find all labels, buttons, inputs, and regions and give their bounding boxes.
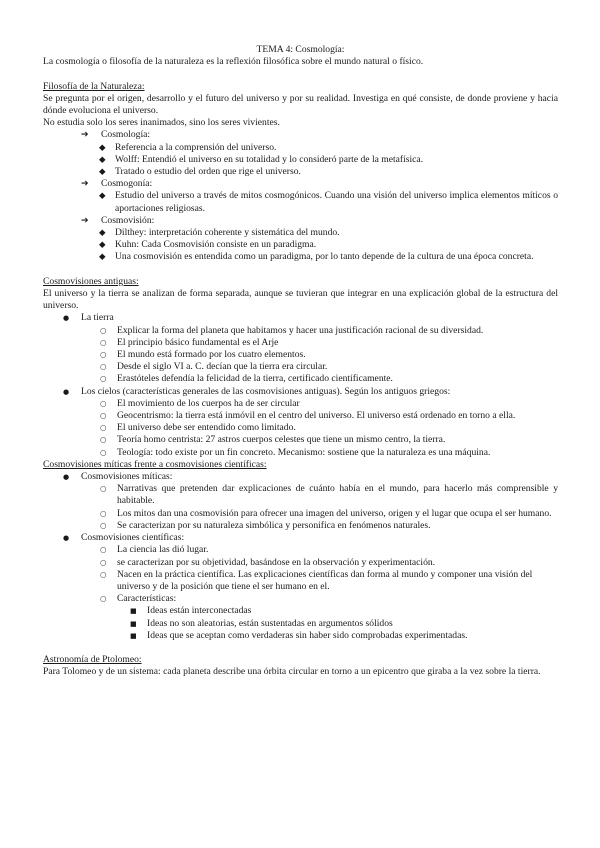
intro-paragraph: La cosmología o filosofía de la naturaleza es la reflexión filosófica sobre el mundo natural o físico. bbox=[43, 56, 424, 68]
diamond-bullet-icon: ◆ bbox=[99, 154, 106, 165]
list-item: ○ Nacen en la práctica científica. Las explicaciones científicas dan forma al mundo y componer una visión del universo y de la posición que tiene el ser humano en el. bbox=[100, 568, 533, 592]
list-item: ○ Teología: todo existe por un fin concreto. Mecanismo: sostiene que la naturaleza es una máquina. bbox=[100, 446, 491, 458]
list-item: ○ se caracterizan por su objetividad, basándose en la observación y experimentación. bbox=[100, 556, 436, 568]
list-item: ● Los cielos (características generales de las cosmovisiones antiguas). Según los antiguos griegos: bbox=[63, 385, 451, 397]
section-paragraph: Se pregunta por el origen, desarrollo y el futuro del universo y por su realidad. Investiga en qué consiste, de donde proviene y hacia dónde evoluciona el universo. bbox=[43, 92, 558, 116]
list-item: ◆ Estudio del universo a través de mitos cosmogónicos. Cuando una visión del universo implica elementos míticos o aportaciones religiosas. bbox=[99, 190, 558, 214]
square-bullet-icon: ■ bbox=[130, 619, 137, 628]
arrow-bullet-icon: ➔ bbox=[81, 179, 89, 190]
list-item: ➔ Cosmovisión: bbox=[81, 214, 155, 226]
list-item: ○ Explicar la forma del planeta que habitamos y hacer una justificación racional de su diversidad. bbox=[100, 324, 484, 336]
list-item: ○ El principio básico fundamental es el Arje bbox=[100, 336, 279, 348]
list-item: ● La tierra bbox=[63, 312, 114, 324]
circle-bullet-icon: ○ bbox=[100, 484, 107, 494]
list-item: ➔ Cosmogonía: bbox=[81, 178, 153, 190]
circle-bullet-icon: ○ bbox=[100, 325, 107, 335]
bullet-icon: ● bbox=[63, 387, 70, 396]
list-item: ○ Se caracterizan por su naturaleza simbólica y personifica en fenómenos naturales. bbox=[100, 519, 431, 531]
circle-bullet-icon: ○ bbox=[100, 520, 107, 530]
list-item: ◆ Referencia a la comprensión del universo. bbox=[99, 141, 277, 153]
diamond-bullet-icon: ◆ bbox=[99, 191, 106, 202]
circle-bullet-icon: ○ bbox=[100, 423, 107, 433]
list-item: ○ El mundo está formado por los cuatro elementos. bbox=[100, 349, 306, 361]
list-item: ○ Características: bbox=[100, 593, 177, 605]
section-heading-cosmovisiones-antiguas: Cosmovisiones antiguas: bbox=[43, 275, 139, 287]
circle-bullet-icon: ○ bbox=[100, 435, 107, 445]
list-item: ○ La ciencia las dió lugar. bbox=[100, 544, 209, 556]
list-item: ○ Desde el siglo VI a. C. decían que la tierra era circular. bbox=[100, 361, 328, 373]
bullet-icon: ● bbox=[63, 534, 70, 543]
bullet-icon: ● bbox=[63, 314, 70, 323]
circle-bullet-icon: ○ bbox=[100, 557, 107, 567]
arrow-bullet-icon: ➔ bbox=[81, 215, 89, 226]
circle-bullet-icon: ○ bbox=[100, 411, 107, 421]
square-bullet-icon: ■ bbox=[130, 607, 137, 616]
section-paragraph: Para Tolomeo y de un sistema: cada planeta describe una órbita circular en torno a un epicentro que giraba a la vez sobre la tierra. bbox=[43, 666, 541, 678]
page-title: TEMA 4: Cosmología: bbox=[256, 44, 345, 55]
list-item: ◆ Kuhn: Cada Cosmovisión consiste en un paradigma. bbox=[99, 239, 317, 251]
diamond-bullet-icon: ◆ bbox=[99, 142, 106, 153]
list-item: ○ Narrativas que pretenden dar explicaciones de cuánto había en el mundo, para hacerlo más comprensible y habitable. bbox=[100, 483, 558, 507]
list-item: ■ Ideas que se aceptan como verdaderas sin haber sido comprobadas experimentadas. bbox=[130, 629, 468, 641]
list-item: ○ El universo debe ser entendido como limitado. bbox=[100, 422, 296, 434]
section-heading-miticas-vs-cientificas: Cosmovisiones míticas frente a cosmovisiones científicas: bbox=[43, 458, 267, 470]
list-item: ○ Geocentrismo: la tierra está inmóvil en el centro del universo. El universo está ordenado en torno a ella. bbox=[100, 410, 516, 422]
list-item: ◆ Wolff: Entendió el universo en su totalidad y lo consideró parte de la metafísica. bbox=[99, 153, 424, 165]
list-item: ➔ Cosmología: bbox=[81, 129, 151, 141]
section-paragraph: No estudia solo los seres inanimados, sino los seres vivientes. bbox=[43, 117, 280, 129]
square-bullet-icon: ■ bbox=[130, 631, 137, 640]
list-item: ◆ Tratado o estudio del orden que rige el universo. bbox=[99, 166, 301, 178]
circle-bullet-icon: ○ bbox=[100, 398, 107, 408]
circle-bullet-icon: ○ bbox=[100, 545, 107, 555]
list-item: ○ Erastóteles defendía la felicidad de la tierra, certificado científicamente. bbox=[100, 373, 393, 385]
list-item: ○ Los mitos dan una cosmovisión para ofrecer una imagen del universo, origen y el lugar que ocupa el ser humano. bbox=[100, 507, 552, 519]
circle-bullet-icon: ○ bbox=[100, 374, 107, 384]
list-item: ■ Ideas están interconectadas bbox=[130, 605, 252, 617]
list-item: ■ Ideas no son aleatorias, están sustentadas en argumentos sólidos bbox=[130, 617, 393, 629]
circle-bullet-icon: ○ bbox=[100, 362, 107, 372]
circle-bullet-icon: ○ bbox=[100, 594, 107, 604]
list-item: ◆ Dilthey: interpretación coherente y sistemática del mundo. bbox=[99, 227, 340, 239]
section-heading-ptolomeo: Astronomía de Ptolomeo: bbox=[43, 654, 142, 666]
diamond-bullet-icon: ◆ bbox=[99, 240, 106, 251]
list-item: ○ Teoría homo centrista: 27 astros cuerpos celestes que tiene un mismo centro, la tierra. bbox=[100, 434, 446, 446]
diamond-bullet-icon: ◆ bbox=[99, 167, 106, 178]
list-item: ◆ Una cosmovisión es entendida como un paradigma, por lo tanto depende de la cultura de una época concreta. bbox=[99, 251, 534, 263]
circle-bullet-icon: ○ bbox=[100, 350, 107, 360]
list-item: ● Cosmovisiones míticas: bbox=[63, 471, 173, 483]
list-item: ● Cosmovisiones científicas: bbox=[63, 532, 185, 544]
section-heading-filosofia: Filosofía de la Naturaleza: bbox=[43, 80, 145, 92]
document-body bbox=[43, 44, 558, 679]
list-item: ○ El movimiento de los cuerpos ha de ser circular bbox=[100, 397, 300, 409]
diamond-bullet-icon: ◆ bbox=[99, 228, 106, 239]
circle-bullet-icon: ○ bbox=[100, 337, 107, 347]
circle-bullet-icon: ○ bbox=[100, 508, 107, 518]
section-paragraph: El universo y la tierra se analizan de forma separada, aunque se tuvieran que integrar en una explicación global de la estructura del universo. bbox=[43, 288, 558, 312]
arrow-bullet-icon: ➔ bbox=[81, 130, 89, 141]
bullet-icon: ● bbox=[63, 473, 70, 482]
circle-bullet-icon: ○ bbox=[100, 447, 107, 457]
diamond-bullet-icon: ◆ bbox=[99, 252, 106, 263]
circle-bullet-icon: ○ bbox=[100, 569, 107, 579]
